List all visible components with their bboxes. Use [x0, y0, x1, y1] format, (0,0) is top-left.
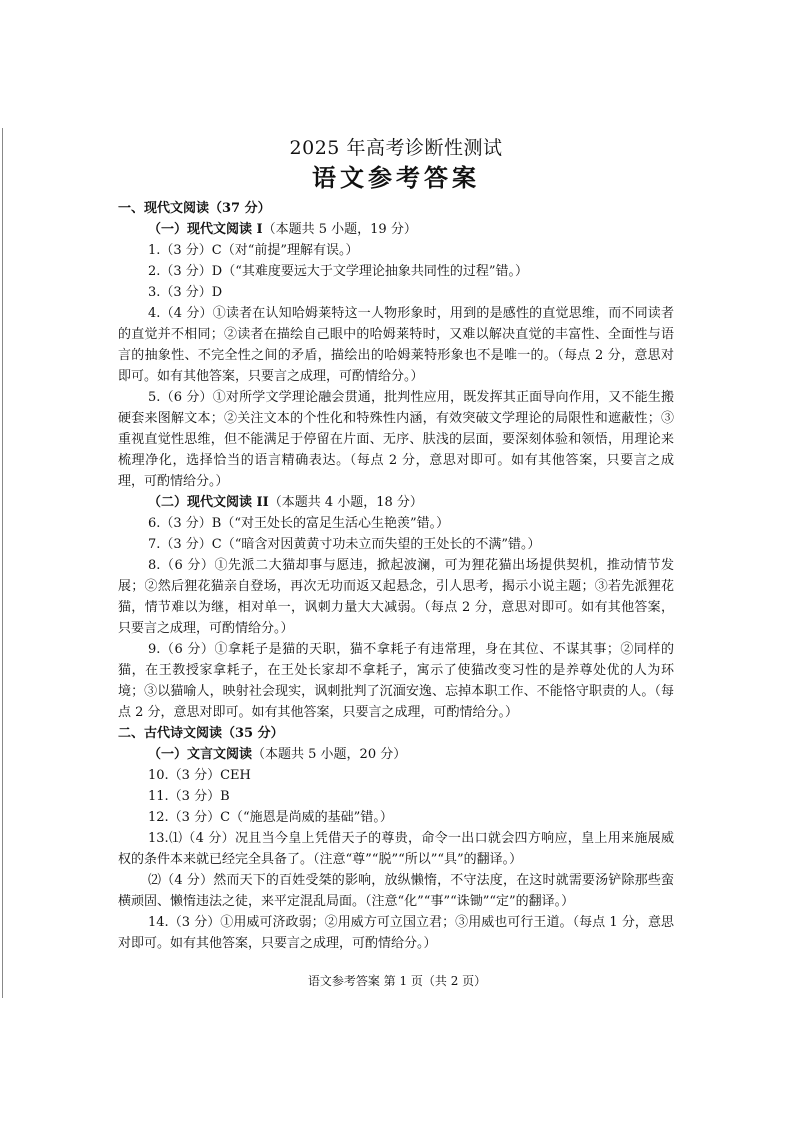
- answer-q12: 12.（3 分）C（“施恩是尚威的基础”错。）: [148, 810, 393, 825]
- answer-q8: 8.（6 分）①先派二大猫却事与愿违，掀起波澜，可为狸花猫出场提供契机，推动情节发展；②然后狸花猫亲自登场，再次无功而返又起悬念，引人思考，揭示小说主题；③若先派狸花猫，情节难以为继，相对单一，讽刺力量大大减弱。（每点 2 分，意思对即可。如有其他答案，只要言之成理，可酌情给分。）: [118, 558, 674, 636]
- subsection-info: （本题共 5 小题，19 分）: [262, 222, 417, 237]
- subsection-info: （本题共 5 小题，20 分）: [252, 747, 407, 762]
- answer-q13-part1: 13.⑴（4 分）况且当今皇上凭借天子的尊贵，命令一出口就会四方响应，皇上用来施展威权的条件本来就已经完全具备了。（注意“尊”“脱”“所以”“具”的翻译。）: [118, 831, 674, 867]
- page-footer: 语文参考答案 第 1 页（共 2 页）: [307, 974, 487, 988]
- subsection-heading-modern-reading-2: [118, 492, 674, 513]
- answer-q11: 11.（3 分）B: [148, 789, 230, 804]
- answer-q6: 6.（3 分）B（“对王处长的富足生活心生艳羡”错。）: [148, 516, 450, 531]
- section-heading-classical-reading: 二、古代诗文阅读（35 分）: [118, 726, 284, 741]
- subsection-label: （二）现代文阅读 II: [148, 495, 269, 510]
- subsection-info: （本题共 4 小题，18 分）: [268, 495, 423, 510]
- answer-q7: 7.（3 分）C（“暗含对因黄黄寸功未立而失望的王处长的不满”错。）: [148, 537, 541, 552]
- answer-document: [118, 128, 674, 954]
- document-title: 语文参考答案: [312, 163, 480, 192]
- answer-q2: 2.（3 分）D（“其难度要远大于文学理论抽象共同性的过程”错。）: [148, 264, 529, 279]
- answer-q4: 4.（4 分）①读者在认知哈姆莱特这一人物形象时，用到的是感性的直觉思维，而不同读者的直觉并不相同；②读者在描绘自己眼中的哈姆莱特时，又难以解决直觉的丰富性、全面性与语言的抽象性、不完全性之间的矛盾，描绘出的哈姆莱特形象也不是唯一的。（每点 2 分，意思对即可。如有其他答案，只要言之成理，可酌情给分。）: [118, 306, 674, 384]
- section-heading-modern-reading: 一、现代文阅读（37 分）: [118, 201, 271, 216]
- page-edge-line: [2, 128, 3, 998]
- answer-q3: 3.（3 分）D: [148, 285, 223, 300]
- subsection-label: （一）文言文阅读: [148, 747, 253, 762]
- subsection-heading-classical-prose: [118, 744, 674, 765]
- answer-q10: 10.（3 分）CEH: [148, 768, 251, 783]
- subsection-heading-modern-reading-1: [118, 219, 674, 240]
- answer-q9: 9.（6 分）①拿耗子是猫的天职，猫不拿耗子有违常理，身在其位、不谋其事；②同样的猫，在王教授家拿耗子，在王处长家却不拿耗子，寓示了使猫改变习性的是养尊处优的人为环境；③以猫喻人，映射社会现实，讽刺批判了沉湎安逸、忘掉本职工作、不能恪守职责的人。（每点 2 分，意思对即可。如有其他答案，只要言之成理，可酌情给分。）: [118, 642, 674, 720]
- answer-q5: 5.（6 分）①对所学文学理论融会贯通，批判性应用，既发挥其正面导向作用，又不能生搬硬套来图解文本；②关注文本的个性化和特殊性内涵，有效突破文学理论的局限性和遮蔽性；③重视直觉性思维，但不能满足于停留在片面、无序、肤浅的层面，要深刻体验和领悟，用理论来梳理净化，选择恰当的语言精确表达。（每点 2 分，意思对即可。如有其他答案，只要言之成理，可酌情给分。）: [118, 390, 674, 489]
- answer-q14: 14.（3 分）①用威可济政弱；②用威方可立国立君；③用威也可行王道。（每点 1 分，意思对即可。如有其他答案，只要言之成理，可酌情给分。）: [118, 915, 674, 951]
- answer-q13-part2: ⑵（4 分）然而天下的百姓受桀的影响，放纵懒惰，不守法度，在这时就需要汤铲除那些蛮横顽固、懒惰违法之徒，来平定混乱局面。（注意“化”“事”“诛锄”“定”的翻译。）: [118, 873, 674, 909]
- subsection-label: （一）现代文阅读 I: [148, 222, 263, 237]
- exam-title: 2025 年高考诊断性测试: [289, 137, 503, 159]
- answer-q1: 1.（3 分）C（对“前提”理解有误。）: [148, 243, 359, 258]
